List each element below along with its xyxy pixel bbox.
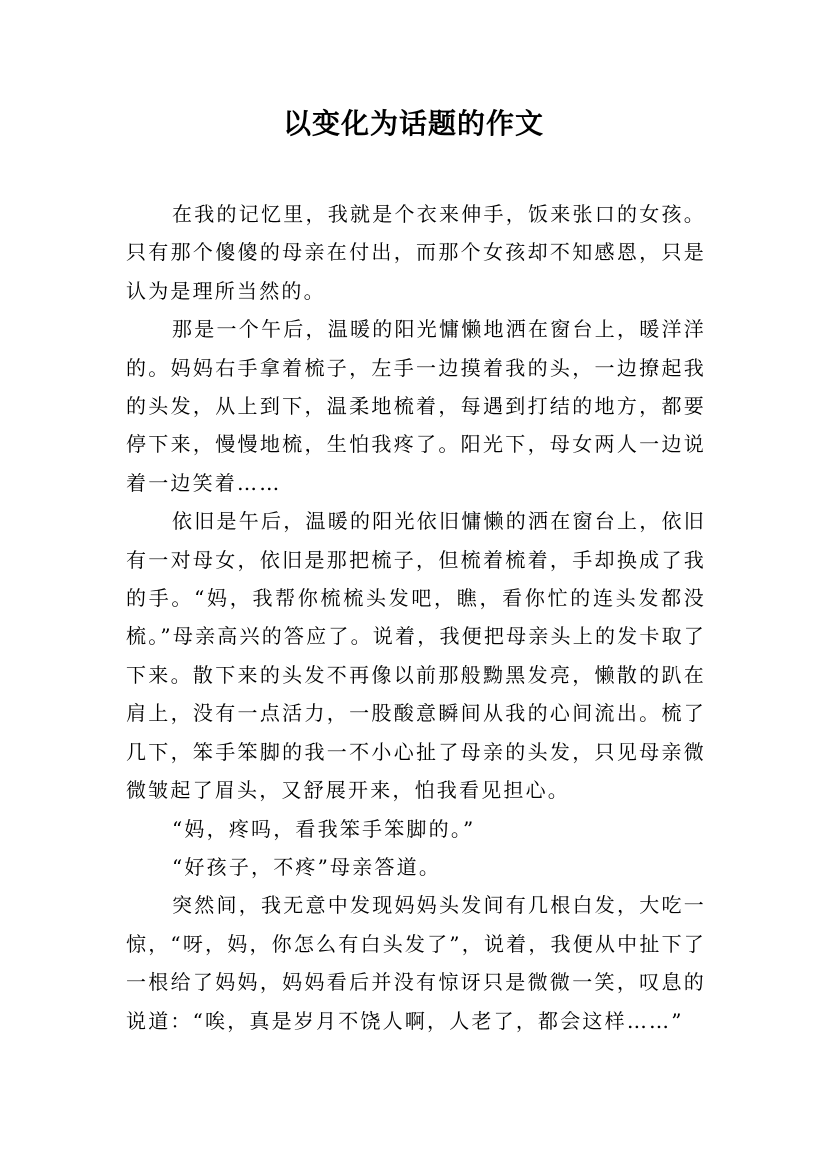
paragraph-1: 在我的记忆里，我就是个衣来伸手，饭来张口的女孩。只有那个傻傻的母亲在付出，而那个女孩却不知感恩，只是认为是理所当然的。 (126, 202, 706, 303)
paragraph-4: “妈，疼吗，看我笨手笨脚的。” (172, 816, 476, 841)
paragraph-2: 那是一个午后，温暖的阳光慵懒地洒在窗台上，暖洋洋的。妈妈右手拿着梳子，左手一边摸着我的头，一边撩起我的头发，从上到下，温柔地梳着，每遇到打结的地方，都要停下来，慢慢地梳，生怕我疼了。阳光下，母女两人一边说着一边笑着…… (126, 317, 706, 495)
document-title: 以变化为话题的作文 (282, 107, 544, 140)
paragraph-5: “好孩子，不疼”母亲答道。 (172, 854, 442, 879)
essay-body (126, 195, 706, 1040)
paragraph-6: 突然间，我无意中发现妈妈头发间有几根白发，大吃一惊，“呀，妈，你怎么有白头发了”，说着，我便从中扯下了一根给了妈妈，妈妈看后并没有惊讶只是微微一笑，叹息的说道：“唉，真是岁月不饶人啊，人老了，都会这样……” (126, 893, 706, 1033)
paragraph-3: 依旧是午后，温暖的阳光依旧慵懒的洒在窗台上，依旧有一对母女，依旧是那把梳子，但梳着梳着，手却换成了我的手。“妈，我帮你梳梳头发吧，瞧，看你忙的连头发都没梳。”母亲高兴的答应了。说着，我便把母亲头上的发卡取了下来。散下来的头发不再像以前那般黝黑发亮，懒散的趴在肩上，没有一点活力，一股酸意瞬间从我的心间流出。梳了几下，笨手笨脚的我一不小心扯了母亲的头发，只见母亲微微皱起了眉头，又舒展开来，怕我看见担心。 (126, 509, 706, 803)
